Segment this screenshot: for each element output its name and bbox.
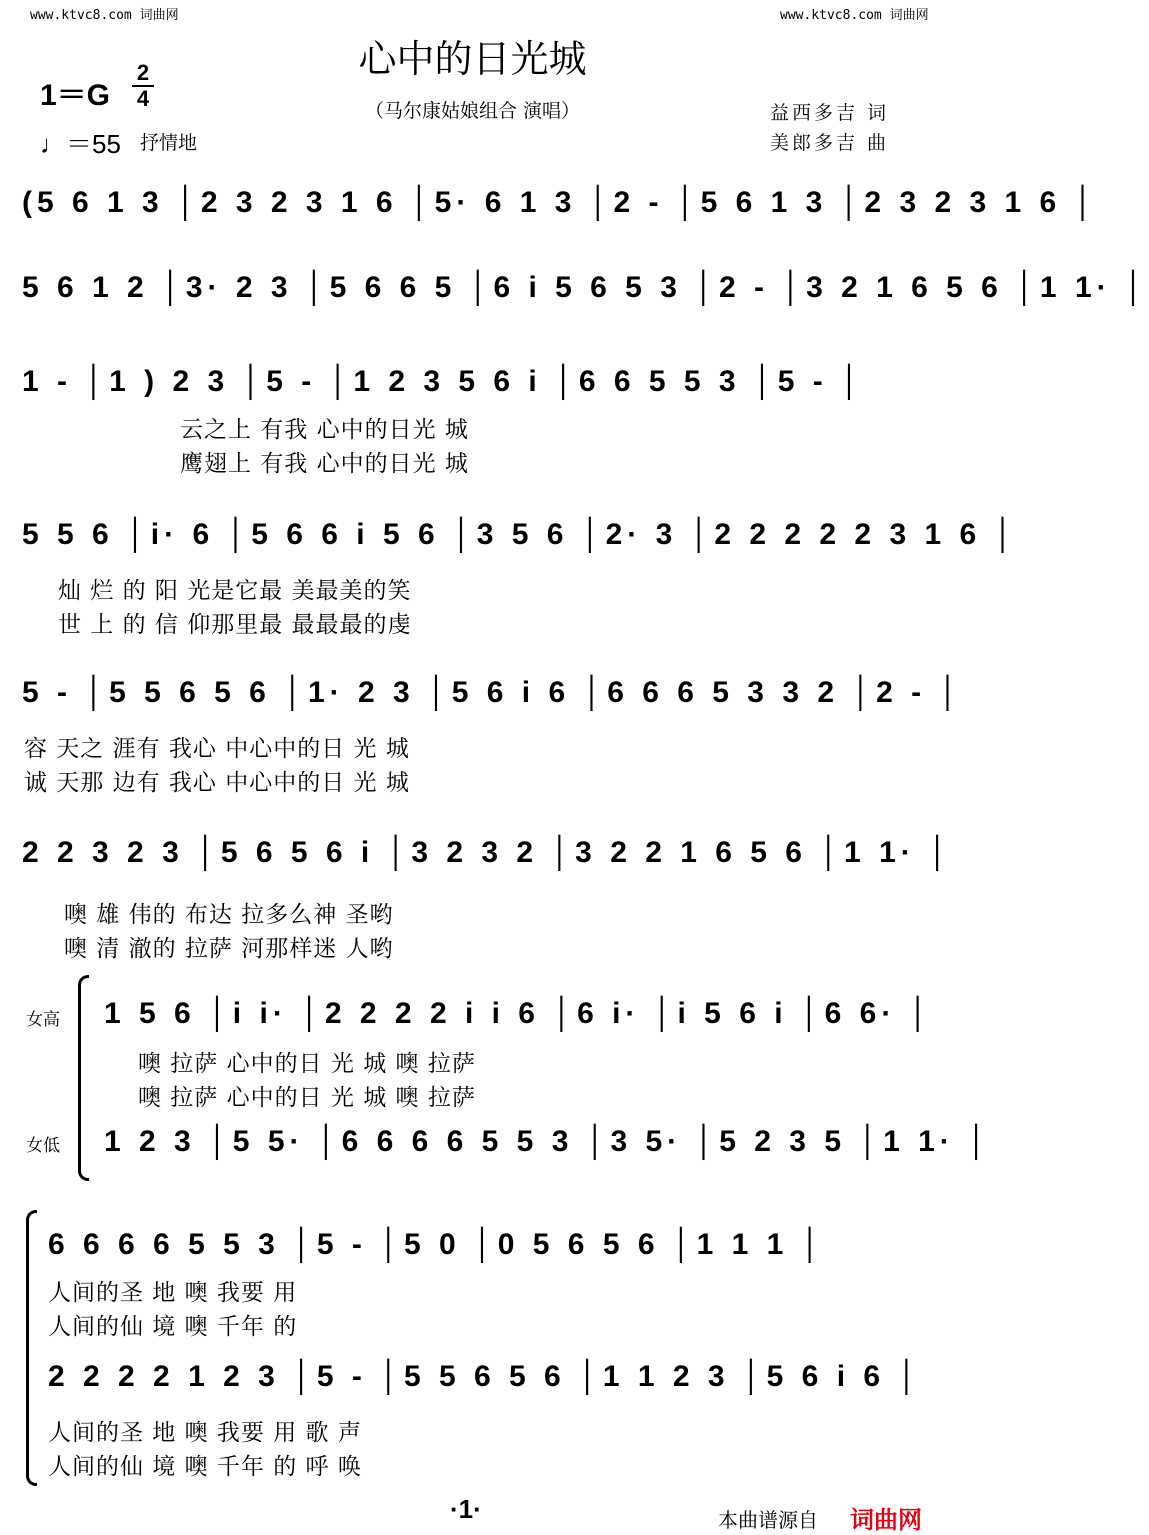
staff-system-1 xyxy=(0,180,1099,240)
site-watermark-right: www.ktvc8.com 词曲网 xyxy=(780,8,929,23)
source-note: 本曲谱源自 xyxy=(718,1508,818,1532)
key-signature: 1＝G xyxy=(40,79,111,112)
lyricist-credit: 益西多吉 词 xyxy=(770,102,890,124)
lyric-lower-verse-1: 人间的圣 地 噢 我要 用 歌 声 xyxy=(48,1420,362,1446)
part-label-soprano: 女高 xyxy=(26,1010,60,1030)
lyric-verse-2: 噢 拉萨 心中的日 光 城 噢 拉萨 xyxy=(138,1085,476,1111)
lyric-verse-1: 容 天之 涯有 我心 中心中的日 光 城 xyxy=(24,736,410,762)
notation-line-lower: 2 2 2 2 1 2 3 │5 - │5 5 6 5 6 │1 1 2 3 │5 6 i 6 │ xyxy=(48,1360,923,1393)
performer-subtitle: （马尔康姑娘组合 演唱） xyxy=(364,100,581,122)
page-number: ·1· xyxy=(450,1494,482,1524)
brand-logo-text[interactable]: 词曲网 xyxy=(850,1506,922,1534)
notation-line-soprano: 1 5 6 │i i· │2 2 2 2 i i 6 │6 i· │i 5 6 i │6 6· │ xyxy=(104,997,934,1030)
staff-system-3 xyxy=(0,355,945,475)
notation-line: 5 6 1 2 │3· 2 3 │5 6 6 5 │6 i 5 6 5 3 │2 - │3 2 1 6 5 6 │1 1· │ xyxy=(22,271,1149,304)
lyric-verse-2: 世 上 的 信 仰那里最 最最最的虔 xyxy=(58,612,412,638)
lyric-verse-2: 诚 天那 边有 我心 中心中的日 光 城 xyxy=(24,770,410,796)
part-label-alto: 女低 xyxy=(26,1136,60,1156)
composer-credit: 美郎多吉 曲 xyxy=(770,132,890,154)
staff-system-7 xyxy=(0,975,992,1185)
lyric-verse-1: 噢 雄 伟的 布达 拉多么神 圣哟 xyxy=(64,902,394,928)
time-sig-bottom: 4 xyxy=(136,86,150,111)
notation-line: 1 - │1 ) 2 3 │5 - │1 2 3 5 6 i │6 6 5 5 3 │5 - │ xyxy=(22,365,865,398)
notation-line: 2 2 3 2 3 │5 6 5 6 i │3 2 3 2 │3 2 2 1 6 5 6 │1 1· │ xyxy=(22,836,953,869)
part-brace xyxy=(26,1210,37,1486)
lyric-verse-1: 噢 拉萨 心中的日 光 城 噢 拉萨 xyxy=(138,1051,476,1077)
lyric-verse-2: 噢 清 澈的 拉萨 河那样迷 人哟 xyxy=(64,936,394,962)
notation-line: 5 5 6 │i· 6 │5 6 6 i 5 6 │3 5 6 │2· 3 │2 2 2 2 2 3 1 6 │ xyxy=(22,518,1019,551)
time-sig-top: 2 xyxy=(136,60,150,85)
tempo-marking: ♩＝55 xyxy=(40,129,121,159)
lyric-verse-2: 鹰翅上 有我 心中的日光 城 xyxy=(180,451,469,477)
staff-system-2 xyxy=(0,265,1149,325)
expression-marking: 抒情地 xyxy=(140,132,198,154)
notation-line-upper: 6 6 6 6 5 5 3 │5 - │5 0 │0 5 6 5 6 │1 1 1 │ xyxy=(48,1228,826,1261)
notation-line: 5 - │5 5 6 5 6 │1· 2 3 │5 6 i 6 │6 6 6 5 3 3 2 │2 - │ xyxy=(22,676,964,709)
lyric-verse-1: 云之上 有我 心中的日光 城 xyxy=(180,417,469,443)
staff-system-4 xyxy=(0,510,1019,640)
site-watermark-left: www.ktvc8.com 词曲网 xyxy=(30,8,179,23)
lyric-upper-verse-2: 人间的仙 境 噢 千年 的 xyxy=(48,1314,298,1340)
notation-line: (5 6 1 3 │2 3 2 3 1 6 │5· 6 1 3 │2 - │5 6 1 3 │2 3 2 3 1 6 │ xyxy=(22,186,1099,219)
staff-system-8 xyxy=(0,1210,945,1490)
time-signature xyxy=(130,62,156,110)
song-title: 心中的日光城 xyxy=(358,37,587,81)
staff-system-6 xyxy=(0,830,953,962)
staff-system-5 xyxy=(0,670,964,800)
notation-line-alto: 1 2 3 │5 5· │6 6 6 6 5 5 3 │3 5· │5 2 3 5 │1 1· │ xyxy=(104,1125,992,1158)
lyric-lower-verse-2: 人间的仙 境 噢 千年 的 呼 唤 xyxy=(48,1454,362,1480)
part-brace xyxy=(78,975,89,1181)
lyric-verse-1: 灿 烂 的 阳 光是它最 美最美的笑 xyxy=(58,578,412,604)
lyric-upper-verse-1: 人间的圣 地 噢 我要 用 xyxy=(48,1280,298,1306)
